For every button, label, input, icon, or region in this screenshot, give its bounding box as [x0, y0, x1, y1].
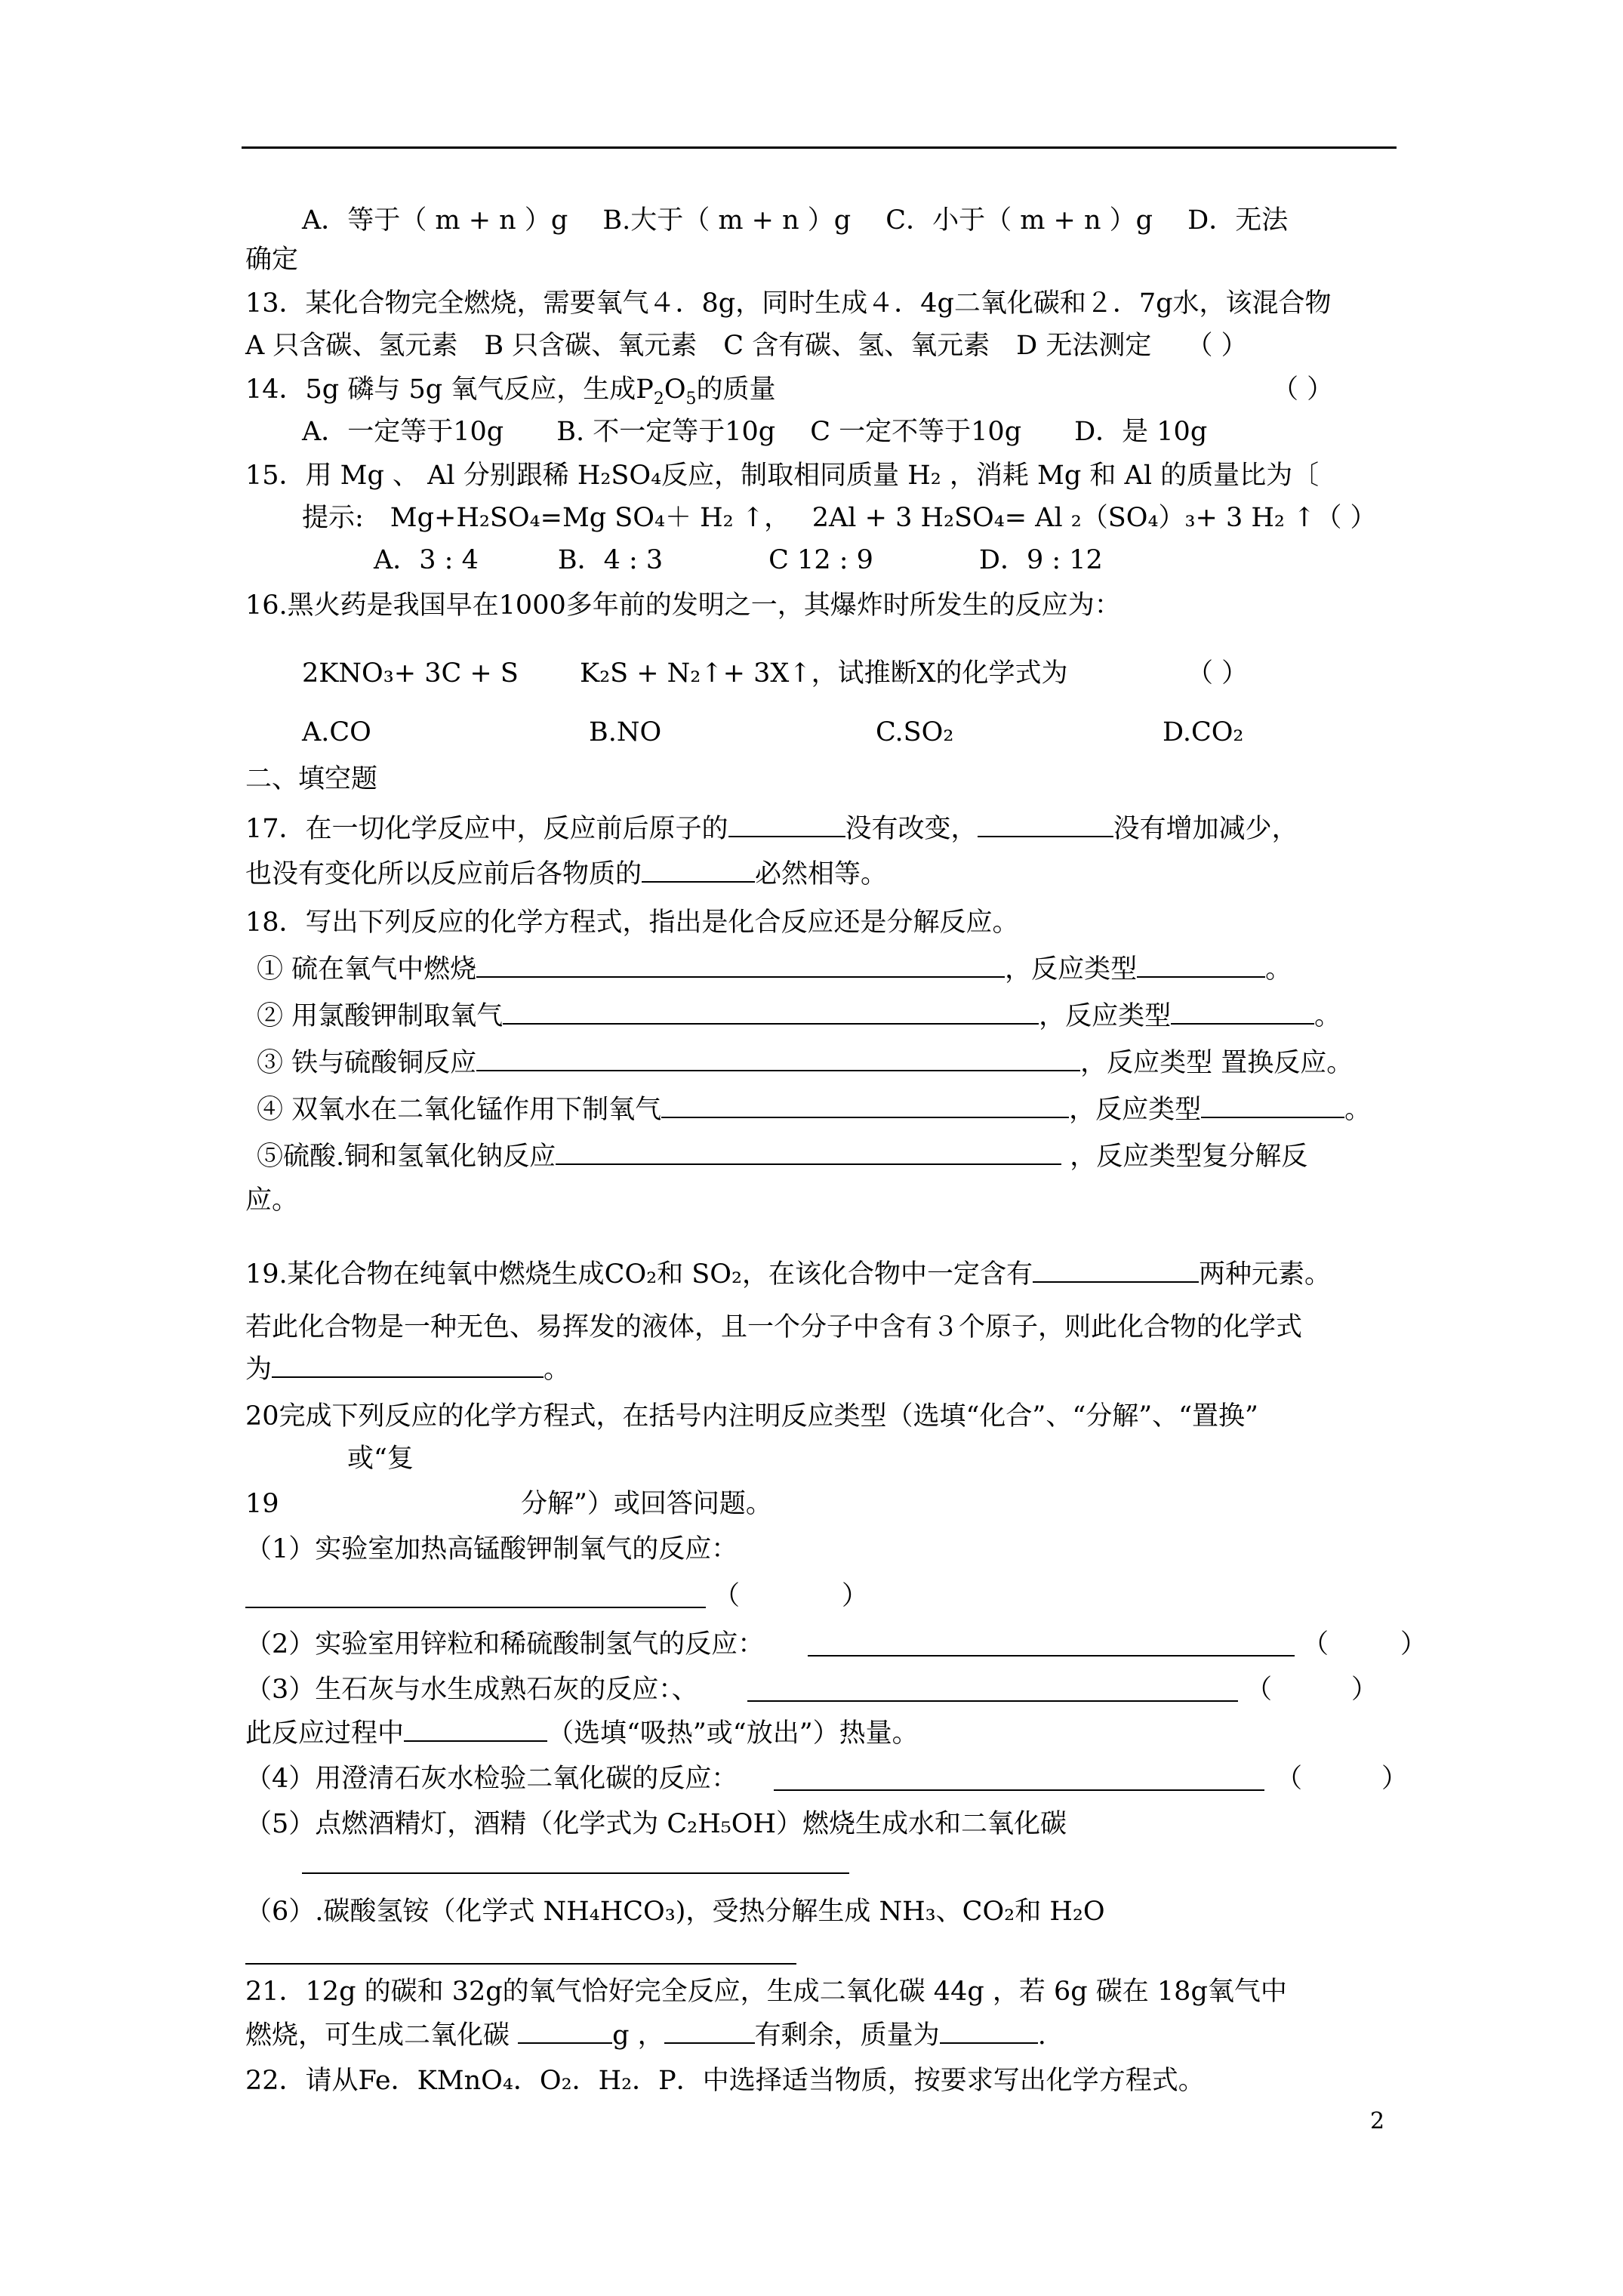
q20-item1-paren-close: ）	[842, 1581, 869, 1611]
q19-line3: 为 。	[245, 1354, 571, 1385]
q20-num: 19	[245, 1489, 279, 1519]
q20-item6: （6）.碳酸氢铵（化学式 NH₄HCO₃)，受热分解生成 NH₃、CO₂和 H₂O	[245, 1897, 1105, 1927]
q20-item3-paren-close: ）	[1351, 1675, 1378, 1705]
q20-item3b: 此反应过程中 （选填“吸热”或“放出”）热量。	[245, 1718, 919, 1749]
q20-item1: （1）实验室加热高锰酸钾制氧气的反应：	[245, 1534, 738, 1564]
q16-option-c: C.SO₂	[876, 717, 954, 747]
q17-line1: 17．在一切化学反应中，反应前后原子的 没有改变， 没有增加减少，	[245, 814, 1298, 844]
q20-item2: （2）实验室用锌粒和稀硫酸制氢气的反应：	[245, 1629, 765, 1660]
q18-stem: 18．写出下列反应的化学方程式，指出是化合反应还是分解反应。	[245, 908, 1019, 938]
q12-options-cont: 确定	[245, 245, 299, 275]
q20-item4: （4）用澄清石灰水检验二氧化碳的反应：	[245, 1764, 738, 1794]
q20-item3-paren-open: （	[1246, 1675, 1273, 1705]
q15-hint: 提示: Mg+H₂SO₄=Mg SO₄＋ H₂ ↑， 2Al + 3 H₂SO₄= Al ₂（SO₄）₃+ 3 H₂ ↑（ ）	[302, 503, 1377, 533]
q20-item2-paren-close: ）	[1400, 1629, 1427, 1660]
q19-line1: 19.某化合物在纯氧中燃烧生成CO₂和 SO₂，在该化合物中一定含有 两种元素。	[245, 1259, 1332, 1290]
q20-item2-paren-open: （	[1302, 1629, 1329, 1660]
q22-line: 22．请从Fe．KMnO₄．O₂．H₂．P．中选择适当物质，按要求写出化学方程式。	[245, 2066, 1205, 2096]
q16-stem: 16.黑火药是我国早在1000多年前的发明之一，其爆炸时所发生的反应为：	[245, 590, 1121, 621]
q20-stem: 20完成下列反应的化学方程式，在括号内注明反应类型（选填“化合”、“分解”、“置换”	[245, 1401, 1258, 1432]
q14-options: A．一定等于10g B. 不一定等于10g C 一定不等于10g D．是 10g	[302, 417, 1208, 447]
q16-equation: 2KNO₃+ 3C + S K₂S + N₂↑+ 3X↑，试推断X的化学式为 （ ）	[302, 658, 1249, 689]
q20-item4-paren-open: （	[1276, 1764, 1303, 1794]
q20-item5-blank	[302, 1872, 849, 1874]
section-title: 二、填空题	[245, 764, 378, 794]
q17-line2: 也没有变化所以反应前后各物质的 必然相等。	[245, 859, 888, 889]
q20-item3-blank	[747, 1700, 1238, 1702]
q20-stem3: 分解”）或回答问题。	[521, 1489, 772, 1519]
q20-item5: （5）点燃酒精灯，酒精（化学式为 C₂H₅OH）燃烧生成水和二氧化碳	[245, 1809, 1067, 1839]
q18-item4: ④ 双氧水在二氧化锰作用下制氧气 ，反应类型 。	[257, 1095, 1372, 1125]
q16-option-a: A.CO	[302, 717, 371, 747]
q18-item1: ① 硫在氧气中燃烧 ，反应类型 。	[257, 954, 1292, 985]
header-rule	[242, 146, 1397, 149]
q18-item2: ② 用氯酸钾制取氧气 ，反应类型 。	[257, 1001, 1341, 1031]
q18-item5: ⑤硫酸.铜和氢氧化钠反应 ，反应类型复分解反	[257, 1142, 1308, 1172]
q19-line2: 若此化合物是一种无色、易挥发的液体，且一个分子中含有３个原子，则此化合物的化学式	[245, 1312, 1303, 1342]
q16-option-b: B.NO	[589, 717, 662, 747]
q21-line1: 21．12g 的碳和 32g的氧气恰好完全反应，生成二氧化碳 44g ，若 6g 碳在 18g氧气中	[245, 1977, 1287, 2007]
q13-options: A 只含碳、氢元素 B 只含碳、氧元素 C 含有碳、氢、氧元素 D 无法测定 （ ）	[245, 331, 1248, 361]
q20-item1-paren-open: （	[713, 1581, 741, 1611]
q12-options: A．等于（ m + n ）g B.大于（ m + n ）g C．小于（ m + n ）g D．无法	[302, 205, 1289, 236]
q20-item1-blank	[245, 1607, 706, 1608]
q20-item3: （3）生石灰与水生成熟石灰的反应：、	[245, 1675, 698, 1705]
q20-item6-blank	[245, 1963, 796, 1965]
q18-item3: ③ 铁与硫酸铜反应 ，反应类型 置换反应。	[257, 1048, 1354, 1078]
q15-stem: 15．用 Mg 、 Al 分别跟稀 H₂SO₄反应，制取相同质量 H₂ ，消耗 Mg 和 Al 的质量比为〔	[245, 461, 1320, 491]
q20-stem2: 或“复	[347, 1444, 414, 1474]
q20-item4-blank	[774, 1789, 1264, 1791]
q18-item5-cont: 应。	[245, 1185, 299, 1216]
q14-stem: 14．5g 磷与 5g 氧气反应，生成$P_2O_5$的质量	[245, 374, 776, 408]
q20-item2-blank	[808, 1655, 1295, 1657]
q14-paren: （ ）	[1272, 374, 1334, 405]
q16-option-d: D.CO₂	[1163, 717, 1244, 747]
q15-options: A．3 : 4 B．4 : 3 C 12 : 9 D．9 : 12	[374, 545, 1103, 575]
page-number: 2	[1370, 2108, 1385, 2134]
q20-item4-paren-close: ）	[1381, 1764, 1409, 1794]
q21-line2: 燃烧，可生成二氧化碳 g ， 有剩余，质量为 .	[245, 2020, 1046, 2051]
q13-stem: 13．某化合物完全燃烧，需要氧气４．8g，同时生成４．4g二氧化碳和２．7g水，该混合物	[245, 288, 1332, 319]
